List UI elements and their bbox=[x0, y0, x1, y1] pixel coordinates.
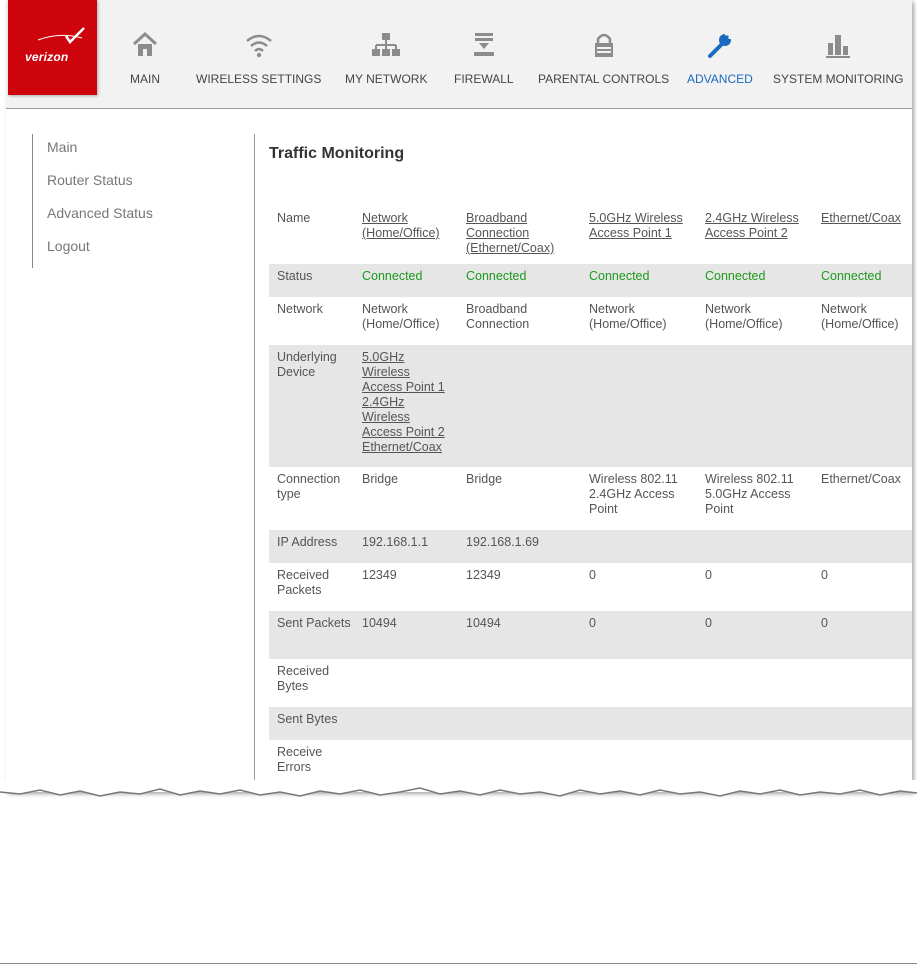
row-label: Sent Bytes bbox=[277, 712, 338, 726]
table-row bbox=[269, 206, 912, 260]
nav-label: MAIN bbox=[130, 72, 160, 86]
table-cell: 12349 bbox=[466, 568, 501, 582]
table-cell: 192.168.1.69 bbox=[466, 535, 539, 549]
nav-wireless-settings[interactable] bbox=[196, 30, 321, 86]
status-value: Connected bbox=[589, 269, 650, 283]
row-label: Underlying Device bbox=[277, 350, 337, 379]
table-cell: 10494 bbox=[466, 616, 501, 630]
table-row bbox=[269, 611, 912, 659]
table-row bbox=[269, 345, 912, 467]
router-window bbox=[6, 0, 912, 792]
table-cell: Broadband Connection bbox=[466, 302, 530, 331]
sidebar-item-router-status[interactable]: Router Status bbox=[47, 172, 133, 188]
table-row bbox=[269, 467, 912, 530]
main-content bbox=[255, 134, 912, 792]
table-cell: 0 bbox=[705, 616, 712, 630]
device-link[interactable]: 2.4GHz Wireless Access Point 2 bbox=[362, 395, 445, 439]
table-cell: 0 bbox=[705, 568, 712, 582]
device-link[interactable]: Ethernet/Coax bbox=[362, 440, 442, 454]
table-cell: Network (Home/Office) bbox=[821, 302, 899, 331]
status-value: Connected bbox=[705, 269, 766, 283]
table-cell: Wireless 802.11 5.0GHz Access Point bbox=[705, 472, 794, 516]
table-cell: Ethernet/Coax bbox=[821, 472, 901, 486]
sidebar-item-logout[interactable]: Logout bbox=[47, 238, 90, 254]
nav-advanced[interactable] bbox=[687, 30, 753, 86]
table-cell: Network (Home/Office) bbox=[362, 302, 440, 331]
name-link[interactable]: Network (Home/Office) bbox=[362, 211, 440, 240]
table-cell: Network (Home/Office) bbox=[705, 302, 783, 331]
row-label: Status bbox=[277, 269, 313, 283]
status-value: Connected bbox=[466, 269, 527, 283]
nav-label: SYSTEM MONITORING bbox=[773, 72, 904, 86]
table-row bbox=[269, 707, 912, 740]
row-label: Received Bytes bbox=[277, 664, 330, 693]
top-nav-bar bbox=[6, 0, 912, 109]
torn-edge bbox=[0, 780, 917, 810]
page-bottom-rule bbox=[0, 963, 917, 964]
table-row bbox=[269, 297, 912, 345]
page-title: Traffic Monitoring bbox=[269, 145, 405, 162]
status-value: Connected bbox=[362, 269, 423, 283]
nav-firewall[interactable] bbox=[454, 30, 514, 86]
nav-label: PARENTAL CONTROLS bbox=[538, 72, 670, 86]
nav-parental-controls[interactable] bbox=[538, 30, 669, 86]
device-link[interactable]: 5.0GHz Wireless Access Point 1 bbox=[362, 350, 445, 394]
row-label: Connection type bbox=[277, 472, 341, 501]
nav-system-monitoring[interactable] bbox=[773, 30, 903, 86]
table-row bbox=[269, 264, 912, 297]
row-label: Sent Packets bbox=[277, 616, 351, 630]
table-cell: 12349 bbox=[362, 568, 397, 582]
table-cell: 192.168.1.1 bbox=[362, 535, 429, 549]
name-link[interactable]: 5.0GHz Wireless Access Point 1 bbox=[589, 211, 683, 240]
table-cell: Bridge bbox=[362, 472, 399, 486]
network-icon bbox=[371, 30, 401, 60]
nav-label: FIREWALL bbox=[454, 72, 514, 86]
table-cell: Wireless 802.11 2.4GHz Access Point bbox=[589, 472, 678, 516]
sidebar-item-main[interactable]: Main bbox=[47, 139, 78, 155]
row-label: IP Address bbox=[277, 535, 338, 549]
status-value: Connected bbox=[821, 269, 882, 283]
lock-icon bbox=[590, 30, 618, 60]
table-row bbox=[269, 530, 912, 563]
bar-chart-icon bbox=[822, 30, 854, 60]
verizon-logo[interactable] bbox=[8, 0, 97, 95]
nav-label: WIRELESS SETTINGS bbox=[196, 72, 322, 86]
table-cell: 0 bbox=[589, 616, 596, 630]
row-label: Receive Errors bbox=[277, 745, 323, 774]
name-link[interactable]: Broadband Connection (Ethernet/Coax) bbox=[466, 211, 555, 255]
firewall-icon bbox=[470, 30, 498, 60]
table-cell: Bridge bbox=[466, 472, 503, 486]
table-cell: 0 bbox=[589, 568, 596, 582]
row-label: Received Packets bbox=[277, 568, 330, 597]
wifi-icon bbox=[244, 30, 274, 60]
table-cell: 0 bbox=[821, 568, 828, 582]
nav-label: ADVANCED bbox=[687, 72, 753, 86]
wrench-icon bbox=[706, 30, 734, 60]
table-row bbox=[269, 563, 912, 611]
table-cell: 0 bbox=[821, 616, 828, 630]
checkmark-icon bbox=[8, 0, 97, 95]
row-label: Name bbox=[277, 211, 311, 225]
sidebar-item-advanced-status[interactable]: Advanced Status bbox=[47, 205, 153, 221]
nav-main[interactable] bbox=[130, 30, 160, 86]
nav-my-network[interactable] bbox=[345, 30, 427, 86]
row-label: Network bbox=[277, 302, 323, 316]
nav-label: MY NETWORK bbox=[345, 72, 428, 86]
name-link[interactable]: Ethernet/Coax bbox=[821, 211, 901, 225]
logo-text: verizon bbox=[25, 50, 69, 64]
home-icon bbox=[131, 30, 159, 60]
table-row bbox=[269, 659, 912, 707]
sidebar bbox=[32, 134, 233, 268]
name-link[interactable]: 2.4GHz Wireless Access Point 2 bbox=[705, 211, 799, 240]
table-cell: Network (Home/Office) bbox=[589, 302, 667, 331]
table-cell: 10494 bbox=[362, 616, 397, 630]
